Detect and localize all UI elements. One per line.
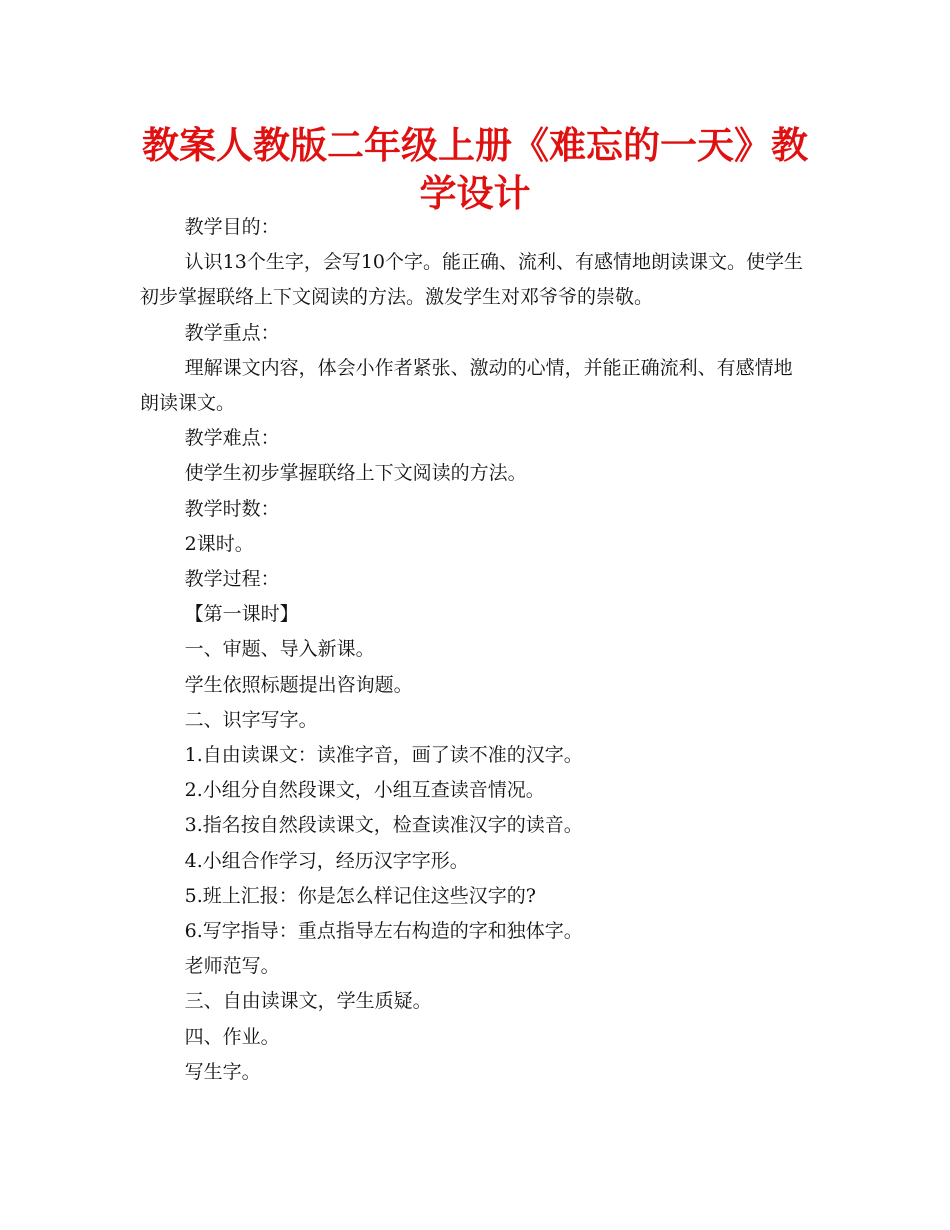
paragraph-class-hours: 2课时。	[184, 532, 254, 555]
section-heading-class-hours: 教学时数：	[184, 497, 280, 520]
list-item: 老师范写。	[184, 955, 280, 978]
document-body	[140, 210, 810, 1090]
list-item: 3.指名按自然段读课文，检查读准汉字的读音。	[184, 814, 583, 837]
document-title: 教案人教版二年级上册《难忘的一天》教学设计	[142, 124, 808, 215]
section-heading-key-points: 教学重点：	[184, 321, 280, 344]
section-heading-objectives: 教学目的：	[184, 216, 280, 238]
list-item: 1.自由读课文：读准字音，画了读不准的汉字。	[184, 744, 583, 767]
step-heading-1: 一、审题、导入新课。	[184, 638, 375, 661]
lesson-heading-first: 【第一课时】	[184, 603, 299, 626]
paragraph-objectives: 认识13个生字，会写10个字。能正确、流利、有感情地朗读课文。使学生初步掌握联络上下文阅读的方法。激发学生对邓爷爷的崇敬。	[140, 251, 803, 309]
list-item: 学生依照标题提出咨询题。	[184, 673, 413, 696]
step-heading-3: 三、自由读课文，学生质疑。	[184, 990, 432, 1013]
step-heading-4: 四、作业。	[184, 1025, 280, 1048]
list-item: 5.班上汇报：你是怎么样记住这些汉字的?	[184, 884, 536, 907]
section-heading-difficulties: 教学难点：	[184, 427, 280, 450]
paragraph-key-points: 理解课文内容，体会小作者紧张、激动的心情，并能正确流利、有感情地朗读课文。	[140, 356, 793, 415]
section-heading-process: 教学过程：	[184, 568, 280, 591]
step-heading-2: 二、识字写字。	[184, 708, 318, 731]
list-item: 4.小组合作学习，经历汉字字形。	[184, 849, 469, 872]
list-item: 2.小组分自然段课文，小组互查读音情况。	[184, 779, 545, 802]
list-item: 写生字。	[184, 1060, 261, 1083]
list-item: 6.写字指导：重点指导左右构造的字和独体字。	[184, 920, 583, 943]
paragraph-difficulties: 使学生初步掌握联络上下文阅读的方法。	[184, 462, 527, 485]
